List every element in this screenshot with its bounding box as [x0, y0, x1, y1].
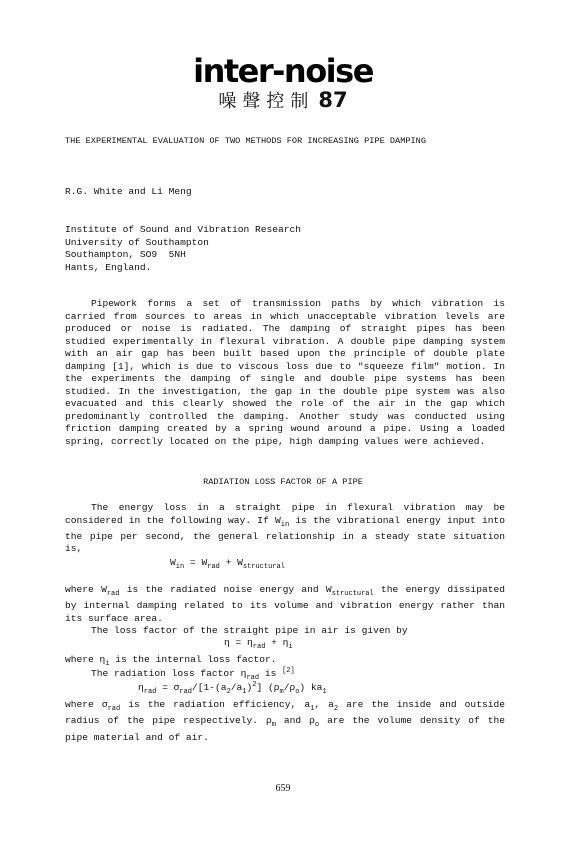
eq-term: W	[170, 557, 176, 568]
logo-year: 87	[318, 88, 348, 112]
subscript: m	[279, 688, 284, 697]
intro-text: Pipework forms a set of transmission paths by which vibration is carried from sources to areas in which unacceptable vibration levels are produced or noise is radiated. The damping of straight pipes has been studied experimentally in flexural vibration. A double pipe damping system with an air gap has been built based upon the principle of double plate damping [1], which is due to viscous loss due to "squeeze film" motion. In the experiments the damping of single and double pipe systems has been studied. In the investigation, the gap in the double pipe system was also evacuated and this clearly showed the role of the air in the gap which predominantly controlled the damping. Another study was conducted using friction damping created by a spring wound around a pipe. Using a loaded spring, correctly located on the pipe, high damping values were achieved.	[65, 298, 505, 447]
subscript: rad	[143, 688, 157, 697]
eq-term: /a	[230, 682, 243, 694]
eq-term: η = η	[224, 637, 253, 648]
loss-factor-intro: The loss factor of the straight pipe in air is given by	[91, 624, 408, 636]
subscript: structural	[331, 589, 374, 598]
subscript: 2	[333, 704, 339, 713]
radiation-loss-line	[91, 667, 295, 682]
address-line: Institute of Sound and Vibration Research	[65, 224, 302, 235]
citation: [2]	[282, 667, 295, 675]
energy-paragraph	[65, 502, 505, 556]
text-span: The energy loss in a straight pipe in flexural vibration may be considered in the following way. If W	[65, 502, 505, 526]
eq-term: W	[237, 557, 243, 568]
subscript: rad	[207, 562, 220, 571]
paper-title: THE EXPERIMENTAL EVALUATION OF TWO METHODS FOR INCREASING PIPE DAMPING	[65, 136, 426, 146]
text-span: the energy dissipated by internal damping related to its volume and vibration energy rather than its surface area.	[65, 584, 505, 624]
subscript: 1	[242, 688, 247, 697]
text-span: are the volume density of the pipe material and of air.	[65, 715, 506, 743]
text-span: are the inside and outside radius of the pipe respectively. ρ	[65, 699, 505, 727]
text-span: where η	[65, 654, 106, 665]
equation-energy-balance	[170, 557, 285, 571]
eq-operator: =	[184, 557, 202, 568]
subscript: o	[314, 721, 320, 730]
text-span: is the vibrational energy input into the pipe per second, the general relationship in a steady state situation is,	[65, 514, 505, 555]
radiation-definition-paragraph	[65, 699, 505, 744]
eq-term: )	[246, 682, 253, 694]
address-line: University of Southampton	[65, 236, 209, 248]
text-span: is	[259, 668, 283, 680]
text-span: , a	[314, 699, 334, 710]
subscript: rad	[246, 674, 260, 683]
subscript: m	[271, 721, 276, 730]
internal-loss-line	[65, 654, 276, 668]
logo-chinese-text: 噪聲控制	[218, 91, 315, 112]
eq-term: W	[201, 557, 208, 568]
subscript: 2	[226, 688, 231, 697]
subscript: 1	[310, 704, 315, 713]
subscript: rad	[107, 704, 121, 713]
eq-operator: +	[219, 557, 238, 568]
text-span: where W	[65, 584, 107, 595]
subscript: 1	[322, 688, 327, 697]
definition-paragraph	[65, 584, 505, 637]
eq-term: /ρ	[283, 682, 296, 694]
eq-term: η	[138, 682, 144, 694]
text-span: and ρ	[275, 715, 315, 727]
address-line: Southampton, SO9 5NH	[65, 249, 186, 261]
conference-logo: inter-noise	[193, 52, 373, 90]
subscript: o	[295, 688, 300, 697]
subscript: i	[105, 659, 110, 668]
text-span: is the radiated noise energy and W	[119, 584, 332, 595]
section-heading: RADIATION LOSS FACTOR OF A PIPE	[203, 477, 363, 487]
subscript: in	[175, 562, 185, 571]
eq-term: + η	[265, 637, 289, 648]
conference-logo-subtitle	[0, 90, 566, 111]
eq-term: ] (ρ	[256, 682, 280, 694]
authors: R.G. White and Li Meng	[65, 186, 192, 197]
subscript: rad	[179, 688, 193, 697]
equation-radiation-loss	[138, 681, 327, 696]
eq-term: = σ	[156, 682, 180, 694]
affiliation-address	[65, 224, 301, 275]
text-span: is the radiation efficiency, a	[120, 699, 311, 710]
subscript: rad	[106, 589, 120, 598]
superscript: 2	[252, 681, 257, 689]
subscript: structural	[242, 562, 285, 571]
text-span: is the internal loss factor.	[109, 654, 277, 665]
page-number: 659	[275, 783, 291, 794]
subscript: i	[288, 642, 293, 651]
address-line: Hants, England.	[65, 262, 152, 274]
text-span: where σ	[65, 699, 108, 710]
subscript: rad	[252, 642, 266, 651]
equation-loss-factor	[224, 637, 293, 651]
eq-term: ) ka	[299, 682, 323, 694]
intro-paragraph	[65, 298, 505, 448]
text-span: The radiation loss factor η	[91, 668, 247, 680]
eq-term: /[1-(a	[192, 682, 227, 694]
subscript: in	[280, 520, 290, 529]
